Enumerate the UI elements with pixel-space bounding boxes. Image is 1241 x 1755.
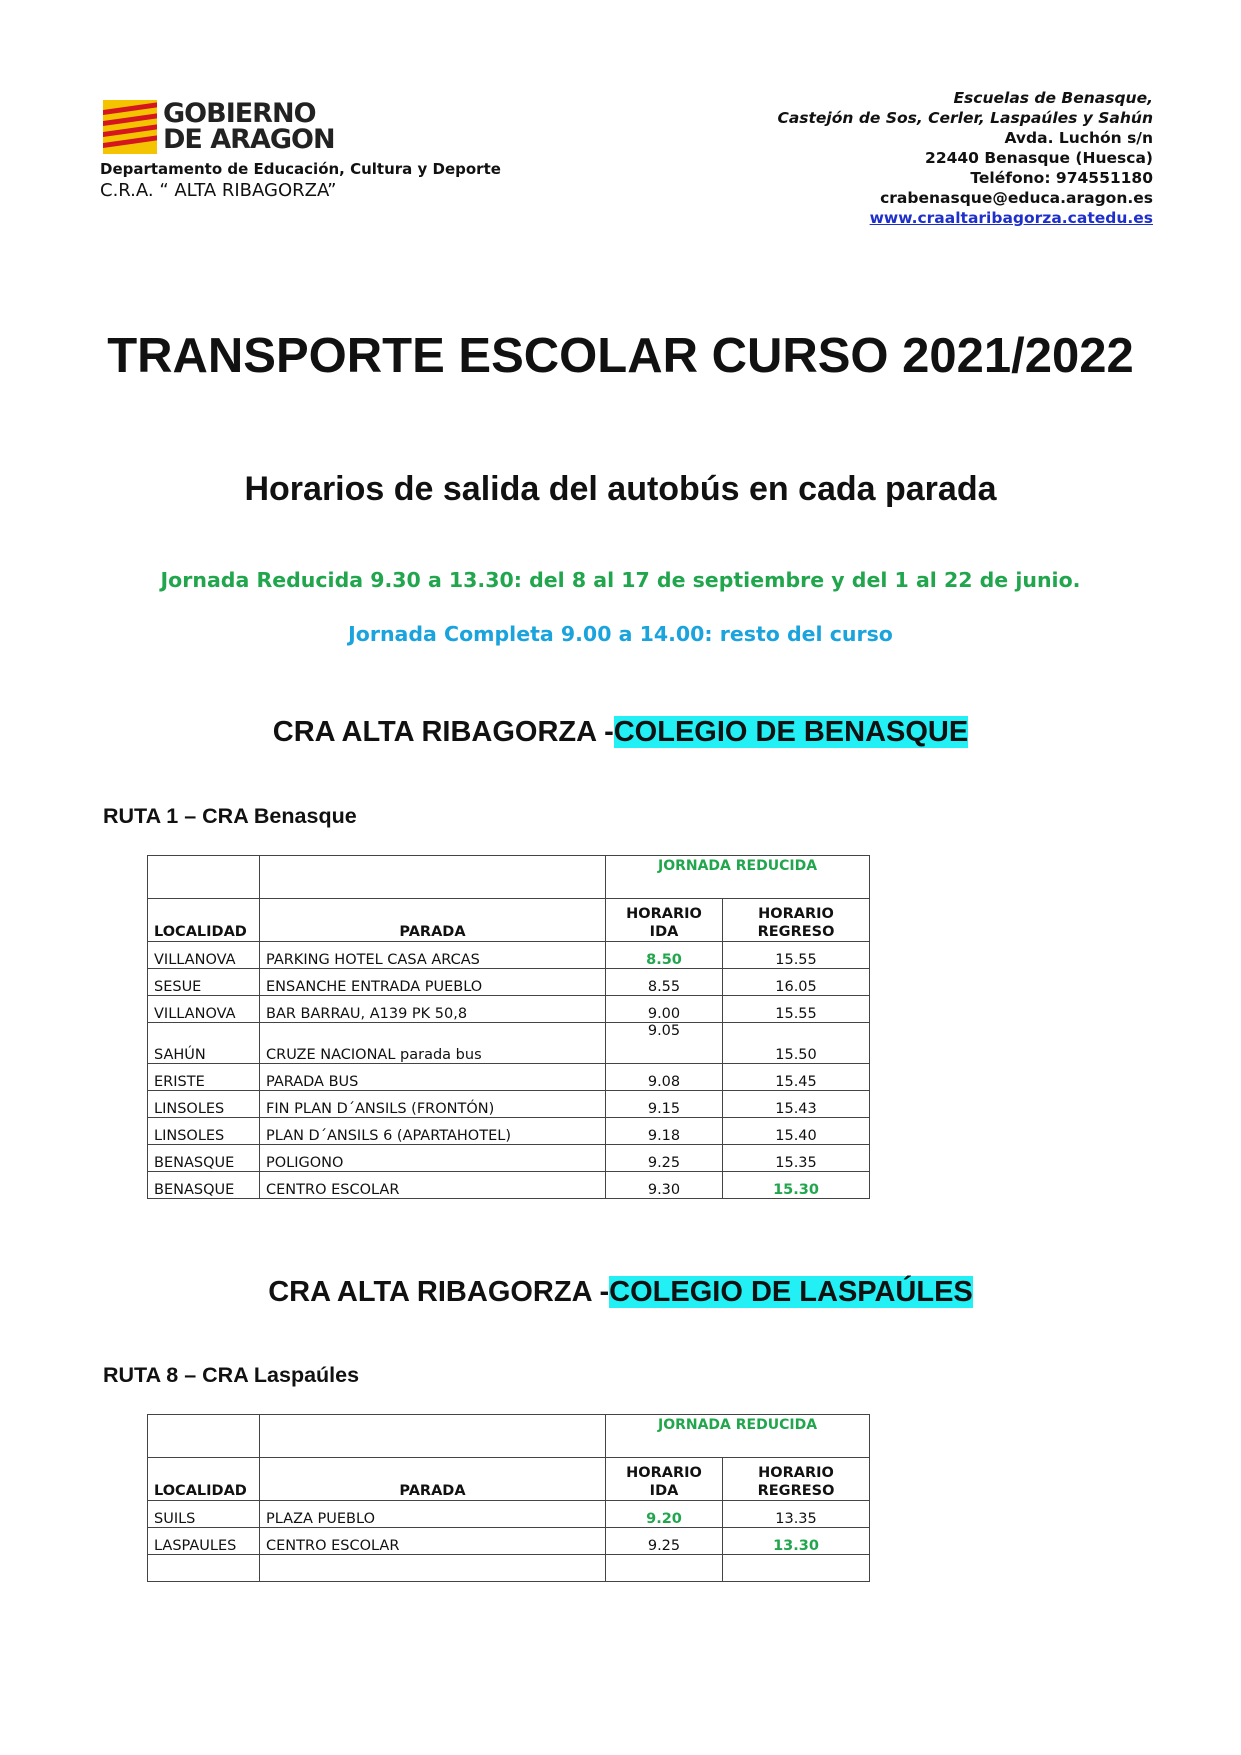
schedule-table-laspaules xyxy=(147,1414,870,1582)
address-line: Escuelas de Benasque, xyxy=(953,89,1153,107)
route-title: RUTA 1 – CRA Benasque xyxy=(103,804,357,828)
col-horario-regreso: HORARIO REGRESO xyxy=(723,899,870,942)
table-row: VILLANOVA PARKING HOTEL CASA ARCAS 8.50 15.55 xyxy=(148,942,870,969)
table-row: ERISTE PARADA BUS 9.08 15.45 xyxy=(148,1064,870,1091)
table-row: BENASQUE POLIGONO 9.25 15.35 xyxy=(148,1145,870,1172)
table-row: LINSOLES FIN PLAN D´ANSILS (FRONTÓN) 9.15 15.43 xyxy=(148,1091,870,1118)
table-row: LINSOLES PLAN D´ANSILS 6 (APARTAHOTEL) 9.18 15.40 xyxy=(148,1118,870,1145)
section-title-benasque: CRA ALTA RIBAGORZA -COLEGIO DE BENASQUE xyxy=(272,716,969,748)
school-address xyxy=(777,88,1153,228)
table-row: SESUE ENSANCHE ENTRADA PUEBLO 8.55 16.05 xyxy=(148,969,870,996)
department-name: Departamento de Educación, Cultura y Deporte xyxy=(100,160,501,178)
gobierno-aragon-logo xyxy=(103,100,335,154)
page-subtitle: Horarios de salida del autobús en cada parada xyxy=(244,470,997,508)
col-parada: PARADA xyxy=(260,1458,606,1501)
col-horario-ida: HORARIO IDA xyxy=(606,1458,723,1501)
address-line: 22440 Benasque (Huesca) xyxy=(925,149,1153,167)
phone: Teléfono: 974551180 xyxy=(970,169,1153,187)
jornada-reducida-note: Jornada Reducida 9.30 a 13.30: del 8 al 17 de septiembre y del 1 al 22 de junio. xyxy=(160,568,1081,592)
table-header xyxy=(148,899,870,942)
aragon-flag-icon xyxy=(103,100,157,154)
jornada-header: JORNADA REDUCIDA xyxy=(606,1415,870,1458)
table-row: BENASQUE CENTRO ESCOLAR 9.30 15.30 xyxy=(148,1172,870,1199)
col-localidad: LOCALIDAD xyxy=(148,1458,260,1501)
table-row: VILLANOVA BAR BARRAU, A139 PK 50,8 9.00 15.55 xyxy=(148,996,870,1023)
schedule-table-benasque xyxy=(147,855,870,1199)
col-localidad: LOCALIDAD xyxy=(148,899,260,942)
table-row: SUILS PLAZA PUEBLO 9.20 13.35 xyxy=(148,1501,870,1528)
table-row: LASPAULES CENTRO ESCOLAR 9.25 13.30 xyxy=(148,1528,870,1555)
address-line: Castejón de Sos, Cerler, Laspaúles y Sahún xyxy=(777,109,1153,127)
table-row-empty xyxy=(148,1555,870,1582)
email: crabenasque@educa.aragon.es xyxy=(880,189,1153,207)
col-horario-ida: HORARIO IDA xyxy=(606,899,723,942)
route-title: RUTA 8 – CRA Laspaúles xyxy=(103,1363,360,1387)
address-line: Avda. Luchón s/n xyxy=(1004,129,1153,147)
website-link[interactable]: www.craaltaribagorza.catedu.es xyxy=(869,209,1153,227)
jornada-header: JORNADA REDUCIDA xyxy=(606,856,870,899)
section-title-laspaules: CRA ALTA RIBAGORZA -COLEGIO DE LASPAÚLES xyxy=(268,1276,973,1308)
col-horario-regreso: HORARIO REGRESO xyxy=(723,1458,870,1501)
table-row: SAHÚN CRUZE NACIONAL parada bus 9.05 15.50 xyxy=(148,1023,870,1064)
jornada-completa-note: Jornada Completa 9.00 a 14.00: resto del curso xyxy=(348,622,893,646)
logo-text: GOBIERNO DE ARAGON xyxy=(163,98,335,155)
col-parada: PARADA xyxy=(260,899,606,942)
table-header xyxy=(148,1458,870,1501)
page-title: TRANSPORTE ESCOLAR CURSO 2021/2022 xyxy=(107,329,1134,383)
cra-name: C.R.A. “ ALTA RIBAGORZA” xyxy=(100,180,337,201)
